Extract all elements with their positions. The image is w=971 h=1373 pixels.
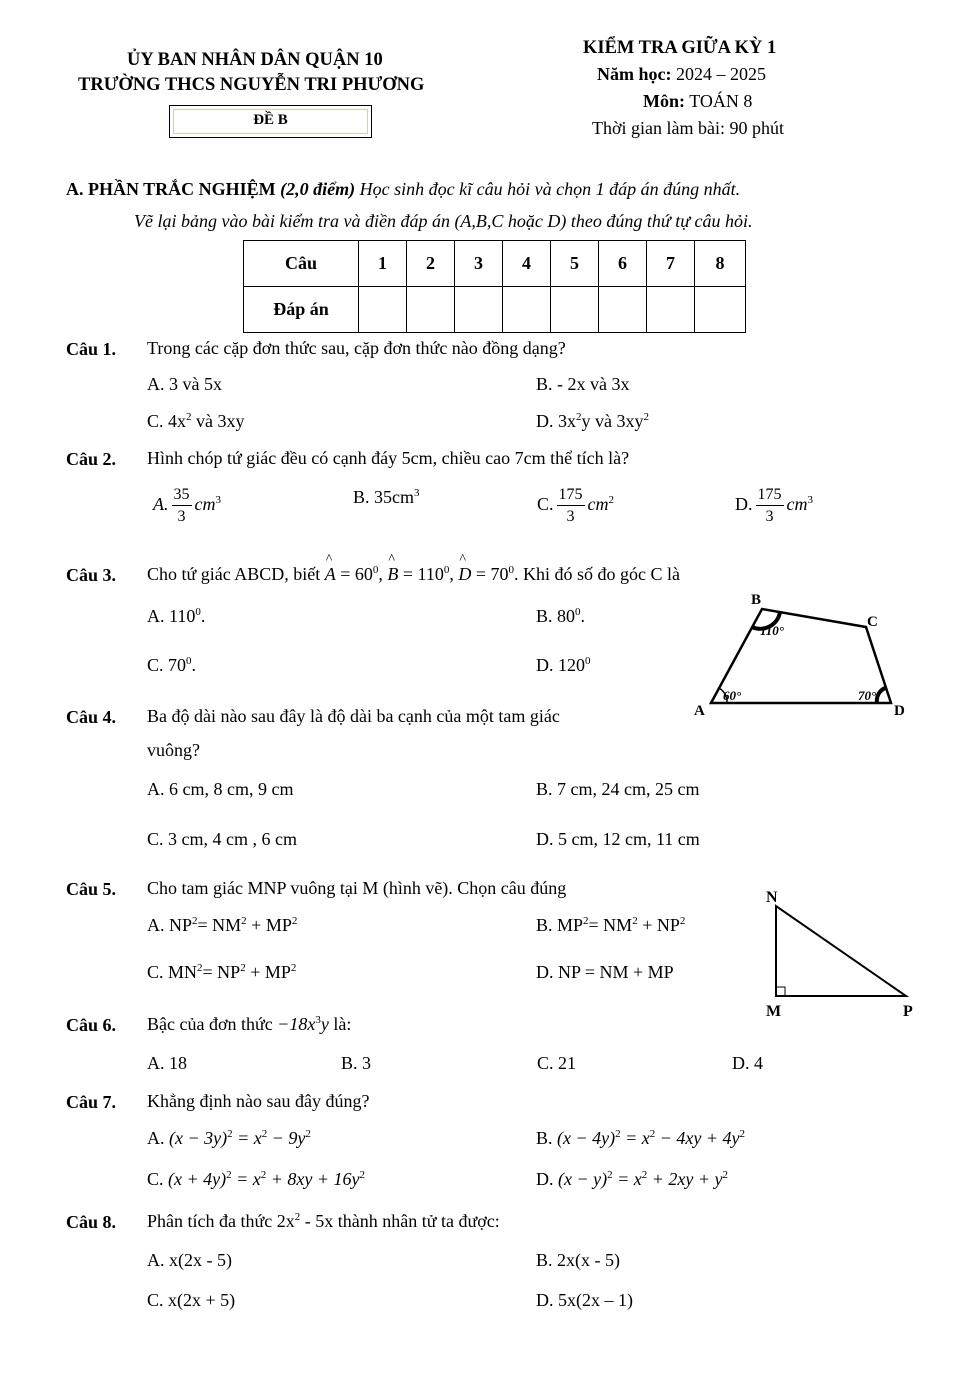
vertex-c-label: C <box>867 614 878 630</box>
q4-option-c: C. 3 cm, 4 cm , 6 cm <box>147 829 297 849</box>
answer-table-answer-row <box>244 287 746 333</box>
q2-option-b: B. $35cm^3$ <box>353 487 420 507</box>
vertex-n-label: N <box>766 889 778 906</box>
q7-option-c: C. $(x + 4y)^2 = x^2 + 8xy + 16y^2$ <box>147 1169 366 1189</box>
q8-option-b: B. 2x(x - 5) <box>536 1250 620 1270</box>
answer-table-col-1: 1 <box>359 241 407 287</box>
q1-option-c: C. $4x^2$ và 3xy <box>147 411 245 431</box>
q6-option-a: A. 18 <box>147 1053 187 1073</box>
q4-label: Câu 4. <box>66 707 117 727</box>
q3-option-b: B. $80^0$. <box>536 606 586 626</box>
vertex-m-label: M <box>766 1003 782 1020</box>
answer-cell-3 <box>455 287 503 333</box>
answer-table-row1-label: Câu <box>244 241 359 287</box>
q6-text: Bậc của đơn thức $-18x^3y$ là: <box>147 1014 352 1034</box>
q3-option-c: C. $70^0$. <box>147 655 197 675</box>
answer-table-col-5: 5 <box>551 241 599 287</box>
answer-cell-4 <box>503 287 551 333</box>
answer-cell-1 <box>359 287 407 333</box>
q3-text: Cho tứ giác ABCD, biết ^ $A = 60^0$, ^ $B = 110^0$, ^ $D = 70^0$. Khi đó số đo góc C là <box>147 564 680 585</box>
q6-option-d: D. 4 <box>732 1053 763 1073</box>
section-a-heading <box>66 179 740 200</box>
subject-value: TOÁN 8 <box>689 91 753 111</box>
q7-option-d: D. $(x - y)^2 = x^2 + 2xy + y^2$ <box>536 1169 729 1189</box>
subject-label: Môn: <box>643 91 685 111</box>
q8-option-a: A. x(2x - 5) <box>147 1250 232 1270</box>
answer-table-col-7: 7 <box>647 241 695 287</box>
school-year-label: Năm học: <box>597 64 672 84</box>
q8-option-d: D. 5x(2x – 1) <box>536 1290 633 1310</box>
answer-table-col-8: 8 <box>695 241 746 287</box>
q1-text: Trong các cặp đơn thức sau, cặp đơn thức nào đồng dạng? <box>147 338 566 358</box>
q4-option-b: B. 7 cm, 24 cm, 25 cm <box>536 779 700 799</box>
answer-table-header-row <box>244 241 746 287</box>
q2-option-a: A. $\frac{35}{3}$ $cm^3$ <box>153 486 221 525</box>
q5-label: Câu 5. <box>66 879 117 899</box>
q1-label: Câu 1. <box>66 339 117 359</box>
answer-table-col-3: 3 <box>455 241 503 287</box>
q4-text-line1: Ba độ dài nào sau đây là độ dài ba cạnh của một tam giác <box>147 706 560 726</box>
school-name: TRƯỜNG THCS NGUYỄN TRI PHƯƠNG <box>78 75 425 95</box>
vertex-p-label: P <box>903 1003 913 1020</box>
q7-text: Khẳng định nào sau đây đúng? <box>147 1091 370 1111</box>
answer-table-col-4: 4 <box>503 241 551 287</box>
school-year <box>597 64 766 85</box>
q3-option-d: D. $120^0$ <box>536 655 591 675</box>
section-a-instruction-2: Vẽ lại bảng vào bài kiểm tra và điền đáp án (A,B,C hoặc D) theo đúng thứ tự câu hỏi. <box>134 211 753 231</box>
q4-option-d: D. 5 cm, 12 cm, 11 cm <box>536 829 700 849</box>
q8-text: Phân tích đa thức $2x^2 - 5x$ thành nhân tử ta được: <box>147 1211 500 1231</box>
triangle-shape <box>776 906 906 996</box>
answer-cell-6 <box>599 287 647 333</box>
answer-table-col-2: 2 <box>407 241 455 287</box>
answer-cell-5 <box>551 287 599 333</box>
q6-label: Câu 6. <box>66 1015 117 1035</box>
exam-code: ĐỀ B <box>253 112 288 128</box>
district-committee: ỦY BAN NHÂN DÂN QUẬN 10 <box>127 50 383 70</box>
vertex-b-label: B <box>751 592 762 608</box>
q7-option-a: A. $(x - 3y)^2 = x^2 - 9y^2$ <box>147 1128 311 1148</box>
q1-option-b: B. - 2x và 3x <box>536 374 630 394</box>
angle-d-label: 70° <box>858 688 877 703</box>
answer-cell-8 <box>695 287 746 333</box>
exam-time: Thời gian làm bài: 90 phút <box>592 118 784 138</box>
q7-label: Câu 7. <box>66 1092 117 1112</box>
q5-right-triangle-figure <box>760 884 920 1024</box>
answer-table <box>243 240 746 333</box>
q4-text-line2: vuông? <box>147 740 200 760</box>
answer-cell-2 <box>407 287 455 333</box>
exam-code-box <box>169 105 372 138</box>
vertex-d-label: D <box>894 703 905 719</box>
q6-option-b: B. 3 <box>341 1053 372 1073</box>
angle-d-arc <box>877 688 885 703</box>
section-a-title: A. PHẦN TRẮC NGHIỆM <box>66 179 276 199</box>
q3-option-a: A. $110^0$. <box>147 606 206 626</box>
right-angle-mark <box>776 987 785 996</box>
q2-label: Câu 2. <box>66 449 117 469</box>
angle-a-label: 60° <box>723 688 742 703</box>
q5-option-a: A. $NP^2= NM^2 + MP^2$ <box>147 915 298 935</box>
answer-cell-7 <box>647 287 695 333</box>
q8-option-c: C. x(2x + 5) <box>147 1290 236 1310</box>
q4-option-a: A. 6 cm, 8 cm, 9 cm <box>147 779 294 799</box>
q6-option-c: C. 21 <box>537 1053 577 1073</box>
section-a-points: (2,0 điểm) <box>280 179 356 199</box>
answer-table-col-6: 6 <box>599 241 647 287</box>
answer-table-row2-label: Đáp án <box>244 287 359 333</box>
q2-option-d: D. $\frac{175}{3}$ $cm^3$ <box>735 486 813 525</box>
exam-title: KIỂM TRA GIỮA KỲ 1 <box>583 38 777 58</box>
q5-option-c: C. $MN^2= NP^2 + MP^2$ <box>147 962 297 982</box>
q5-text: Cho tam giác MNP vuông tại M (hình vẽ). Chọn câu đúng <box>147 878 567 898</box>
school-year-value: 2024 – 2025 <box>676 64 766 84</box>
vertex-a-label: A <box>694 703 705 719</box>
q2-text: Hình chóp tứ giác đều có cạnh đáy 5cm, chiều cao 7cm thể tích là? <box>147 448 630 468</box>
q1-option-a: A. 3 và 5x <box>147 374 222 394</box>
q5-option-b: B. $MP^2= NM^2 + NP^2$ <box>536 915 686 935</box>
section-a-instruction-1: Học sinh đọc kĩ câu hỏi và chọn 1 đáp án đúng nhất. <box>359 179 741 199</box>
angle-b-label: 110° <box>760 623 784 638</box>
q8-label: Câu 8. <box>66 1212 117 1232</box>
q7-option-b: B. $(x - 4y)^2 = x^2 - 4xy + 4y^2$ <box>536 1128 746 1148</box>
q5-option-d: D. NP = NM + MP <box>536 962 674 982</box>
subject <box>643 91 752 112</box>
q1-option-d: D. $3x^2y$ và $3xy^2$ <box>536 411 649 431</box>
q3-quadrilateral-figure <box>690 588 920 723</box>
q2-option-c: C. $\frac{175}{3}$ $cm^2$ <box>537 486 615 525</box>
q3-label: Câu 3. <box>66 565 117 585</box>
